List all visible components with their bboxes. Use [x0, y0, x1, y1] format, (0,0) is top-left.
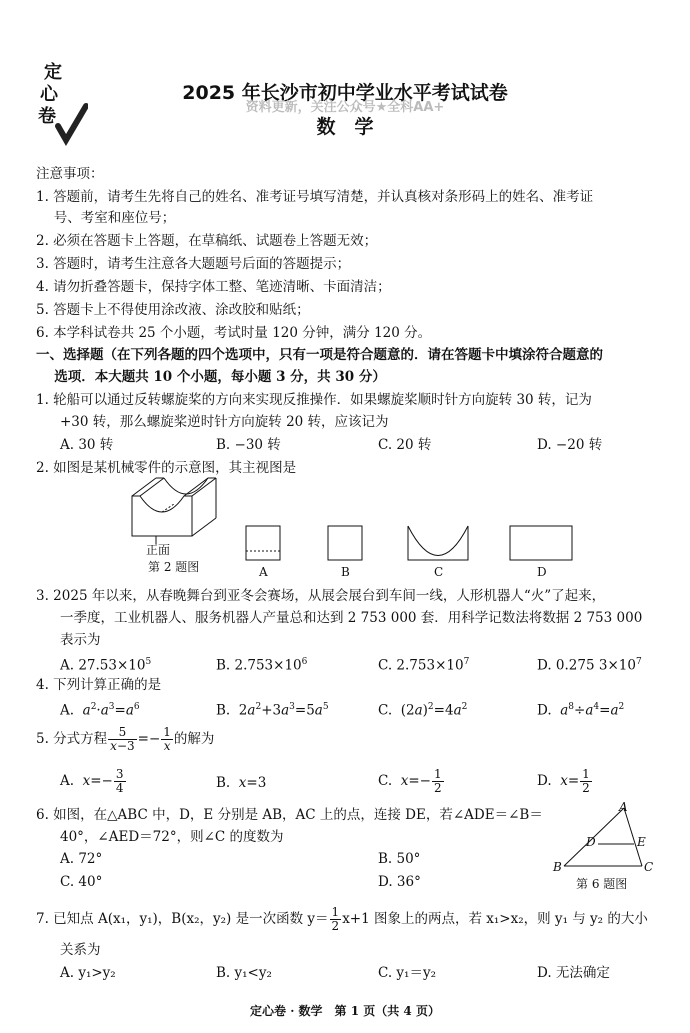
point-e-label: E — [637, 835, 646, 849]
q5-option-b: B. x=3 — [216, 775, 267, 791]
q3-option-c: C. $2.753\times 10^7$ — [378, 657, 470, 674]
q7-option-a: A. y₁>y₂ — [60, 965, 116, 981]
subject-title: 数 学 — [316, 116, 374, 138]
point-a-label: A — [619, 800, 628, 814]
section-heading: 一、选择题（在下列各题的四个选项中，只有一项是符合题意的．请在答题卡中填涂符合题意的 — [36, 347, 603, 363]
question-2-stem: 2. 如图是某机械零件的示意图，其主视图是 — [36, 460, 297, 476]
option-b-figure — [327, 525, 363, 561]
q7-option-c: C. y₁＝y₂ — [378, 965, 437, 981]
question-1-stem: 1. 轮船可以通过反转螺旋桨的方向来实现反推操作．如果螺旋桨顺时针方向旋转 30 转，记为 — [36, 392, 592, 408]
page-footer: 定心卷 · 数学 第 1 页（共 4 页） — [250, 1004, 440, 1018]
option-d-figure — [509, 525, 573, 561]
notice-item: 1. 答题前，请考生先将自己的姓名、准考证号填写清楚，并认真核对条形码上的姓名、准考证 — [36, 189, 594, 205]
q7-option-d: D. 无法确定 — [537, 965, 610, 981]
question-4-stem: 4. 下列计算正确的是 — [36, 677, 162, 693]
figure-6-caption: 第 6 题图 — [576, 877, 628, 891]
machine-part-figure — [126, 474, 226, 546]
notice-item: 4. 请勿折叠答题卡，保持字体工整、笔迹清晰、卡面清洁； — [36, 279, 391, 295]
front-label: 正面 — [146, 543, 171, 557]
question-3-stem-cont: 一季度，工业机器人、服务机器人产量总和达到 2 753 000 套．用科学记数法将数据 2 753 000 — [60, 610, 643, 626]
point-c-label: C — [644, 860, 654, 874]
stamp-char-1: 定 — [44, 62, 62, 83]
q5-option-a: A. x=− $\frac{3}{4}$ — [60, 767, 124, 795]
notice-heading: 注意事项： — [36, 166, 104, 182]
notice-item: 5. 答题卡上不得使用涂改液、涂改胶和贴纸； — [36, 302, 310, 318]
q3-option-b: B. $2.753\times 10^6$ — [216, 657, 308, 674]
q2-option-a: A — [259, 565, 268, 579]
q6-option-a: A. 72° — [60, 851, 103, 867]
q7-option-b: B. y₁<y₂ — [216, 965, 272, 981]
q2-option-b: B — [341, 565, 350, 579]
notice-item: 号、考室和座位号； — [36, 210, 176, 226]
question-3-stem: 3. 2025 年以来，从春晚舞台到亚冬会赛场，从展会展台到车间一线，人形机器人“火”了起来， — [36, 588, 606, 604]
q6-option-c: C. 40° — [60, 874, 103, 890]
watermark: 资料更新，关注公众号★全科AA+ — [245, 100, 445, 115]
stamp-char-2: 心 — [40, 84, 58, 105]
q4-option-c: C. $(2a)^2=4a^2$ — [378, 702, 468, 719]
point-b-label: B — [553, 860, 562, 874]
q3-option-d: D. 0.275 $3\times 10^7$ — [537, 657, 642, 674]
question-6-stem: 6. 如图，在△ABC 中，D，E 分别是 AB，AC 上的点，连接 DE，若∠ADE＝∠B＝ — [36, 807, 543, 823]
q1-option-c: C. 20 转 — [378, 437, 432, 453]
stamp-char-3: 卷 — [38, 106, 56, 127]
q5-option-d: D. x= $\frac{1}{2}$ — [537, 767, 590, 795]
option-c-figure — [407, 525, 469, 561]
notice-item: 3. 答题时，请考生注意各大题题号后面的答题提示； — [36, 256, 351, 272]
q2-option-d: D — [537, 565, 547, 579]
section-heading-cont: 选项．本大题共 10 个小题，每小题 3 分，共 30 分） — [36, 369, 386, 385]
q1-option-a: A. 30 转 — [60, 437, 114, 453]
exam-title: 2025 年长沙市初中学业水平考试试卷 — [182, 82, 508, 104]
notice-item: 6. 本学科试卷共 25 个小题，考试时量 120 分钟，满分 120 分。 — [36, 325, 432, 341]
option-a-figure — [245, 525, 281, 561]
q4-option-a: A. $a^2\cdot a^3=a^6$ — [60, 702, 140, 719]
question-6-stem-cont: 40°，∠AED＝72°，则∠C 的度数为 — [60, 829, 284, 845]
q6-option-d: D. 36° — [378, 874, 421, 890]
question-5-stem: 5. 分式方程 $\frac{5}{x-3}$ =− $\frac{1}{x}$ 的解为 — [36, 725, 215, 753]
q4-option-d: D. $a^8\div a^4=a^2$ — [537, 702, 625, 719]
question-7-stem-cont: 关系为 — [60, 942, 101, 958]
notice-item: 2. 必须在答题卡上答题，在草稿纸、试题卷上答题无效； — [36, 233, 378, 249]
question-3-stem-cont2: 表示为 — [60, 632, 101, 648]
question-7-stem: 7. 已知点 A(x₁，y₁)，B(x₂，y₂) 是一次函数 y＝ $\frac{1}{2}$ x+1 图象上的两点，若 x₁>x₂，则 y₁ 与 y₂ 的大小 — [36, 905, 648, 933]
q2-option-c: C — [434, 565, 444, 579]
figure-2-caption: 第 2 题图 — [148, 560, 200, 574]
q5-option-c: C. x=− $\frac{1}{2}$ — [378, 767, 442, 795]
question-1-stem-cont: +30 转，那么螺旋桨逆时针方向旋转 20 转，应该记为 — [60, 414, 389, 430]
point-d-label: D — [586, 835, 596, 849]
q1-option-b: B. −30 转 — [216, 437, 281, 453]
q6-option-b: B. 50° — [378, 851, 421, 867]
q4-option-b: B. $2a^2+3a^3=5a^5$ — [216, 702, 329, 719]
q1-option-d: D. −20 转 — [537, 437, 603, 453]
q3-option-a: A. $27.53\times 10^5$ — [60, 657, 152, 674]
